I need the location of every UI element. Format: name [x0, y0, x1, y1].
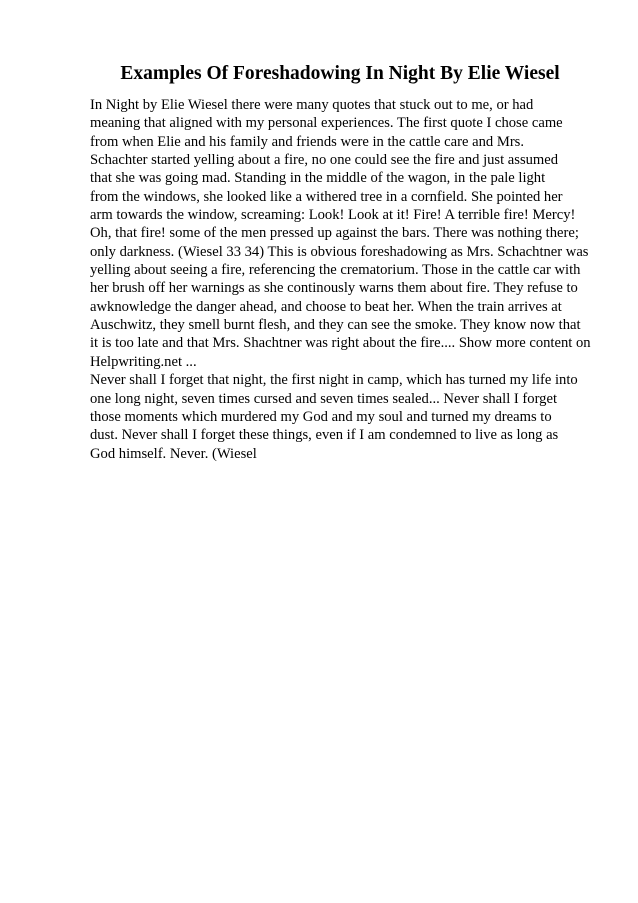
text-line: it is too late and that Mrs. Shachtner was right about the fire.... Show more content on	[90, 335, 591, 352]
text-line: awknowledge the danger ahead, and choose to beat her. When the train arrives at	[90, 298, 562, 315]
text-line: In Night by Elie Wiesel there were many quotes that stuck out to me, or had	[90, 97, 534, 113]
text-line: God himself. Never. (Wiesel	[90, 445, 257, 462]
text-line: Oh, that fire! some of the men pressed up against the bars. There was nothing there;	[90, 225, 579, 242]
text-line: arm towards the window, screaming: Look! Look at it! Fire! A terrible fire! Mercy!	[90, 207, 576, 224]
text-line: from the windows, she looked like a withered tree in a cornfield. She pointed her	[90, 188, 563, 205]
text-line: only darkness. (Wiesel 33 34) This is obvious foreshadowing as Mrs. Schachtner was	[90, 243, 589, 260]
text-line: her brush off her warnings as she continously warns them about fire. They refuse to	[90, 280, 578, 297]
text-line: Schachter started yelling about a fire, no one could see the fire and just assumed	[90, 152, 559, 169]
text-line: those moments which murdered my God and my soul and turned my dreams to	[90, 408, 552, 425]
text-line: that she was going mad. Standing in the middle of the wagon, in the pale light	[90, 170, 546, 187]
text-line: dust. Never shall I forget these things, even if I am condemned to live as long as	[90, 427, 559, 444]
text-line: Auschwitz, they smell burnt flesh, and they can see the smoke. They know now that	[90, 317, 581, 334]
text-line: meaning that aligned with my personal experiences. The first quote I chose came	[90, 115, 563, 132]
document-title: Examples Of Foreshadowing In Night By Elie Wiesel	[120, 63, 560, 84]
text-line: Helpwriting.net ...	[90, 353, 197, 370]
text-line: yelling about seeing a fire, referencing the crematorium. Those in the cattle car with	[90, 262, 581, 279]
document-body	[90, 96, 610, 463]
text-line: one long night, seven times cursed and seven times sealed... Never shall I forget	[90, 390, 558, 407]
text-line: from when Elie and his family and friends were in the cattle care and Mrs.	[90, 133, 525, 150]
text-line: Never shall I forget that night, the first night in camp, which has turned my life into	[90, 372, 578, 389]
